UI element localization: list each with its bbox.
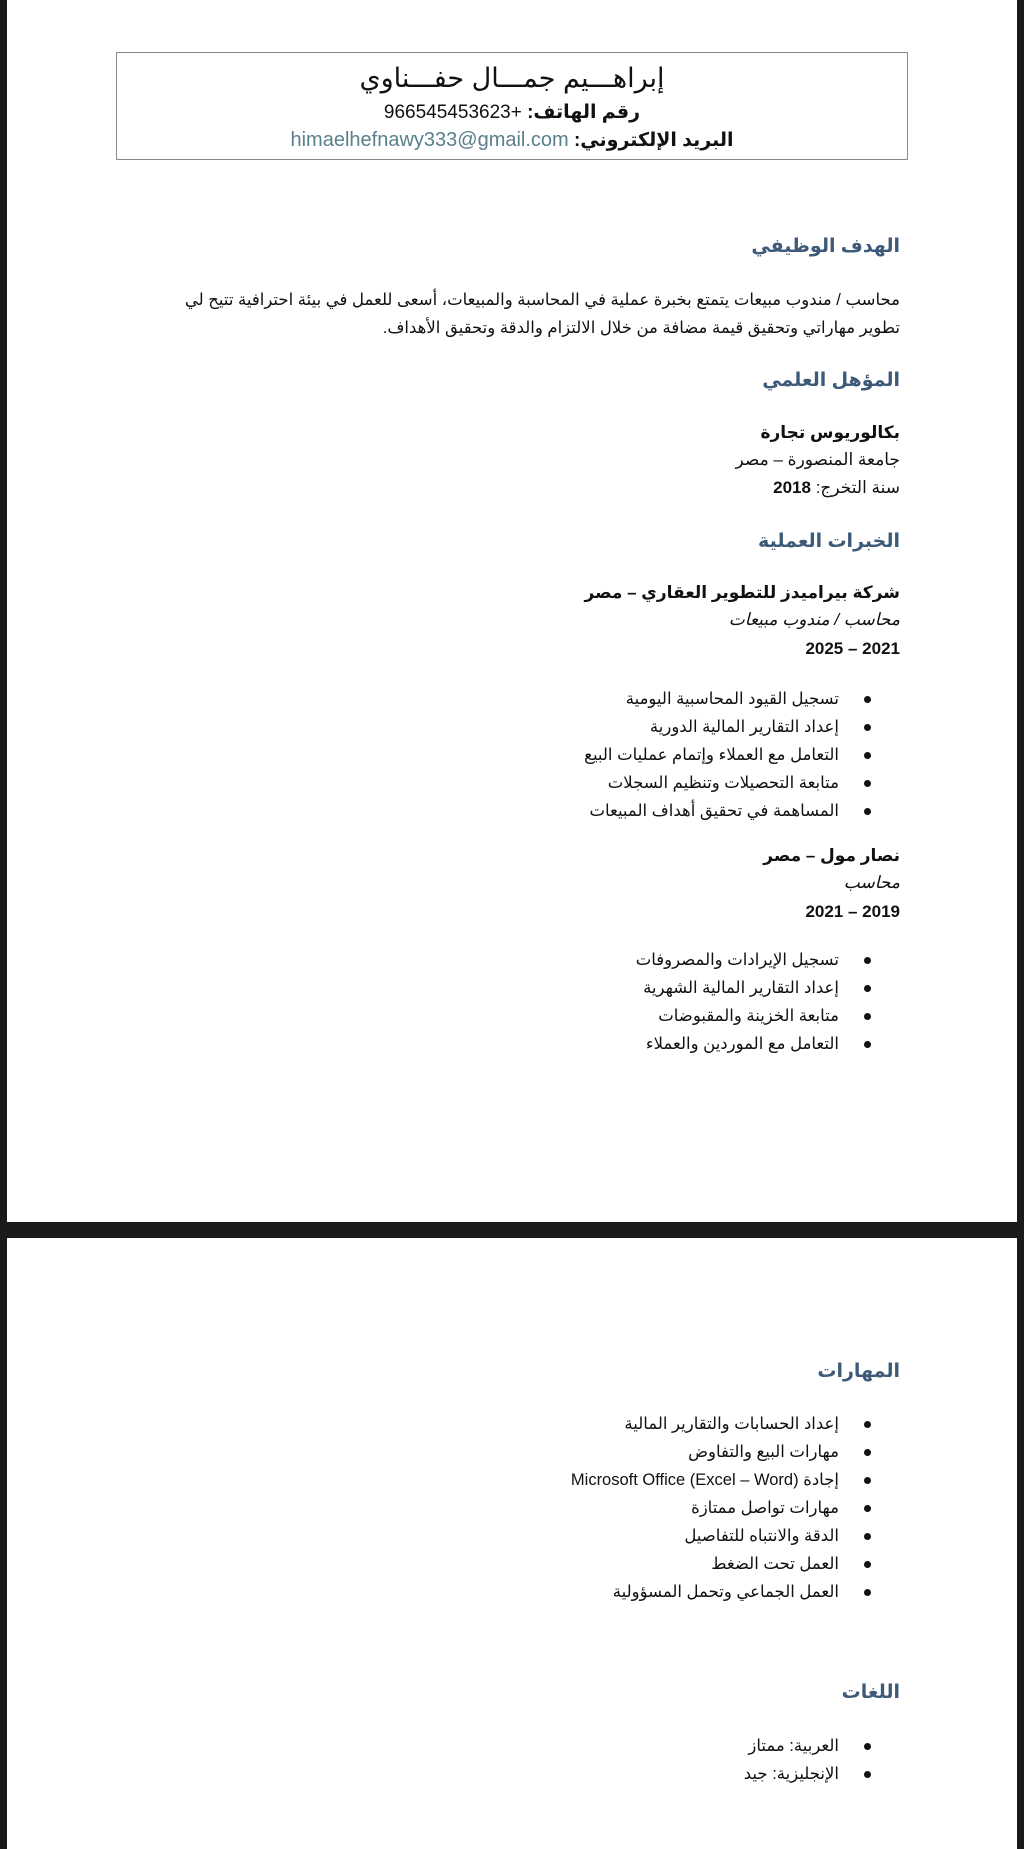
bullet-icon [864,1013,871,1020]
list-item: العربية: ممتاز [7,1732,1017,1760]
list-item: المساهمة في تحقيق أهداف المبيعات [7,797,1017,825]
list-item: الإنجليزية: جيد [7,1760,1017,1788]
phone-line [117,101,907,124]
bullet-icon [864,985,871,992]
skills-list [7,1410,1017,1606]
list-item: إعداد التقارير المالية الشهرية [7,974,1017,1002]
languages-title: اللغات [841,1682,900,1703]
bullet-icon [864,780,871,787]
list-item: إعداد الحسابات والتقارير المالية [7,1410,1017,1438]
phone-value: 966545453623+ [383,102,522,123]
bullet-icon [864,1505,871,1512]
job-1-role: محاسب / مندوب مبيعات [728,610,900,629]
bullet-icon [864,752,871,759]
bullet-icon [864,696,871,703]
full-name: إبراهـــيم جمـــال حفـــناوي [359,63,665,93]
graduation-year: 2018 [773,478,811,497]
bullet-icon [864,724,871,731]
job-2-role: محاسب [843,873,900,892]
cv-page-2 [7,1238,1017,1849]
job-1-period: 2021 – 2025 [805,639,900,658]
bullet-icon [864,1771,871,1778]
bullet-icon [864,957,871,964]
list-item: مهارات البيع والتفاوض [7,1438,1017,1466]
phone-label: رقم الهاتف: [527,102,641,123]
bullet-icon [864,1041,871,1048]
email-line [117,129,907,152]
bullet-icon [864,1589,871,1596]
job-1-duties [7,685,1017,825]
bullet-icon [864,1449,871,1456]
email-label: البريد الإلكتروني: [573,130,734,151]
university: جامعة المنصورة – مصر [735,450,900,469]
list-item: مهارات تواصل ممتازة [7,1494,1017,1522]
bullet-icon [864,1421,871,1428]
list-item: إعداد التقارير المالية الدورية [7,713,1017,741]
list-item: متابعة التحصيلات وتنظيم السجلات [7,769,1017,797]
bullet-icon [864,1477,871,1484]
list-item: التعامل مع الموردين والعملاء [7,1030,1017,1058]
bullet-icon [864,1533,871,1540]
list-item: العمل الجماعي وتحمل المسؤولية [7,1578,1017,1606]
graduation-line [773,478,900,498]
list-item: تسجيل الإيرادات والمصروفات [7,946,1017,974]
list-item: متابعة الخزينة والمقبوضات [7,1002,1017,1030]
job-2-period: 2019 – 2021 [805,902,900,921]
degree: بكالوريوس تجارة [760,423,900,442]
education-title: المؤهل العلمي [762,370,900,391]
list-item: تسجيل القيود المحاسبية اليومية [7,685,1017,713]
bullet-icon [864,1743,871,1750]
languages-list [7,1732,1017,1788]
bullet-icon [864,808,871,815]
objective-text: محاسب / مندوب مبيعات يتمتع بخبرة عملية في المحاسبة والمبيعات، أسعى للعمل في بيئة احترافية تتيح لي تطوير مهاراتي وتحقيق قيمة مضافة من خلال الالتزام والدقة وتحقيق الأهداف. [184,291,900,337]
email-link[interactable]: himaelhefnawy333@gmail.com [290,129,569,151]
contact-header-box [116,52,908,160]
list-item: العمل تحت الضغط [7,1550,1017,1578]
list-item: التعامل مع العملاء وإتمام عمليات البيع [7,741,1017,769]
job-1-company: شركة بيراميدز للتطوير العقاري – مصر [584,583,900,602]
list-item: إجادة Microsoft Office (Excel – Word) [7,1466,1017,1494]
job-2-company: نصار مول – مصر [763,846,900,865]
job-2-duties [7,946,1017,1058]
list-item: الدقة والانتباه للتفاصيل [7,1522,1017,1550]
skills-title: المهارات [817,1361,900,1382]
cv-page-1 [7,0,1017,1222]
experience-title: الخبرات العملية [758,531,900,552]
objective-title: الهدف الوظيفي [751,236,900,257]
graduation-label: سنة التخرج: [815,478,900,497]
bullet-icon [864,1561,871,1568]
